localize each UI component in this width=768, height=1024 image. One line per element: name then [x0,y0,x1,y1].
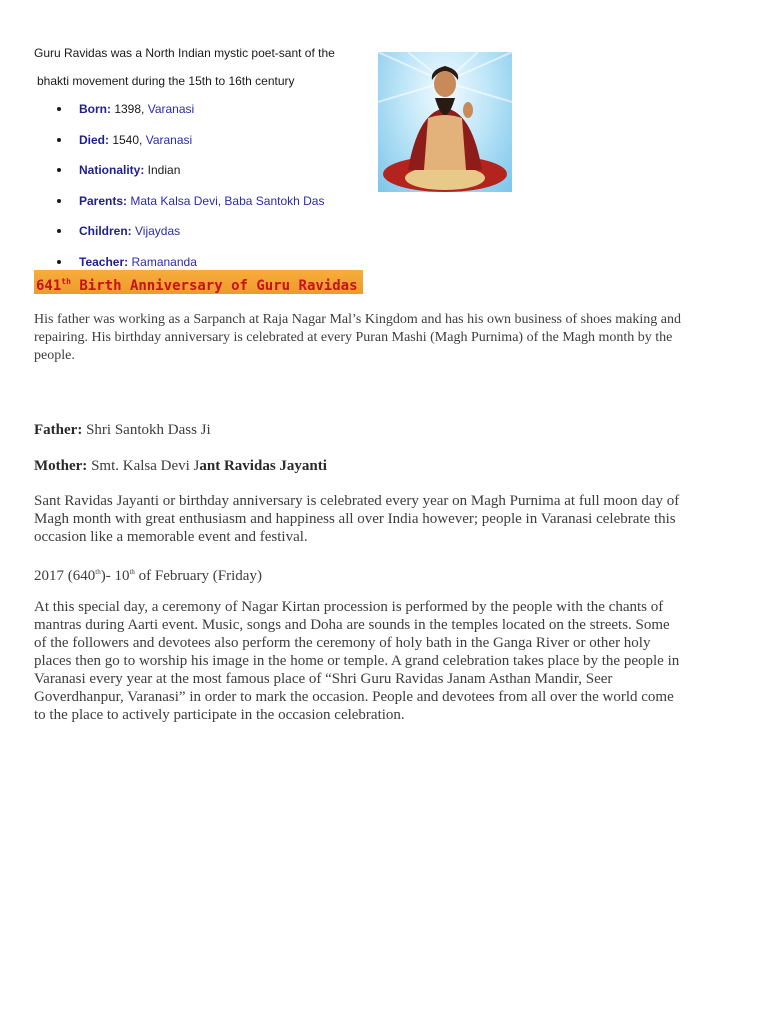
date-pre: 2017 (640 [34,568,96,584]
fact-link-2[interactable]: , Baba Santokh Das [217,193,325,208]
date-line [34,563,684,585]
fact-label: Died: [79,132,109,147]
fact-died [55,130,324,161]
father-label: Father: [34,422,83,438]
banner-suffix: th [61,277,71,286]
fact-value: Indian [144,163,181,178]
banner-number: 641 [36,278,62,294]
mother-trailing-heading: ant Ravidas Jayanti [199,458,327,474]
fact-label: Parents: [79,193,128,208]
intro-line-2: bhakti movement during the 15th to 16th century [37,74,295,88]
mother-value: Smt. Kalsa Devi J [87,458,200,474]
date-sup-2: th [129,568,135,576]
date-mid: )- 10 [100,568,130,584]
portrait-illustration [378,52,512,192]
fact-value: 1540, [109,132,146,147]
mother-label: Mother: [34,458,88,474]
jayanti-paragraph: Sant Ravidas Jayanti or birthday anniversary is celebrated every year on Magh Purnima at full moon day of Magh month with great enthusiasm and happiness all over India however; people in Varanasi celebrate this occasion like a memorable event and festival. [34,493,680,545]
father-work-paragraph: His father was working as a Sarpanch at Raja Nagar Mal’s Kingdom and has his own business of shoes making and repairing. His birthday anniversary is celebrated at every Puran Mashi (Magh Purnima) of the Magh month by the people. [34,312,681,363]
facts-list [55,99,324,283]
intro-line-1: Guru Ravidas was a North Indian mystic poet-sant of the [34,46,335,60]
fact-link[interactable]: Vijaydas [135,224,181,239]
father-line [34,421,684,439]
fact-parents [55,191,324,222]
fact-label: Children: [79,224,132,239]
fact-label: Teacher: [79,254,129,269]
date-post: of February (Friday) [134,568,262,584]
banner-text: Birth Anniversary of Guru Ravidas [70,278,358,294]
ceremony-paragraph: At this special day, a ceremony of Nagar Kirtan procession is performed by the people with the chants of mantras during Aarti event. Music, songs and Doha are sounds in the temples located on the streets. Some of the followers and devotees also perform the ceremony of holy bath in the Ganga River or other holy places then go to worship his image in the home or temple. A grand celebration takes place by the people in Varanasi every year at the most famous place of “Shri Guru Ravidas Janam Asthan Mandir, Seer Goverdhanpur, Varanasi” in order to mark the occasion. People and devotees from all over the world come to the place to actively participate in the occasion celebration. [34,599,680,723]
date-sup-1: th [95,568,101,576]
anniversary-banner [34,270,363,294]
fact-link[interactable]: Varanasi [147,102,195,116]
fact-link[interactable]: Mata Kalsa Devi [130,193,218,208]
father-value: Shri Santokh Dass Ji [82,422,211,438]
fact-children [55,221,324,252]
fact-born [55,99,324,130]
mother-line [34,457,684,475]
fact-label: Nationality: [79,163,145,178]
fact-nationality [55,160,324,191]
fact-value: 1398, [111,102,148,116]
guru-portrait-image [378,52,512,192]
fact-link[interactable]: Ramananda [131,254,197,269]
fact-link[interactable]: Varanasi [145,132,193,147]
fact-label: Born: [79,102,111,116]
